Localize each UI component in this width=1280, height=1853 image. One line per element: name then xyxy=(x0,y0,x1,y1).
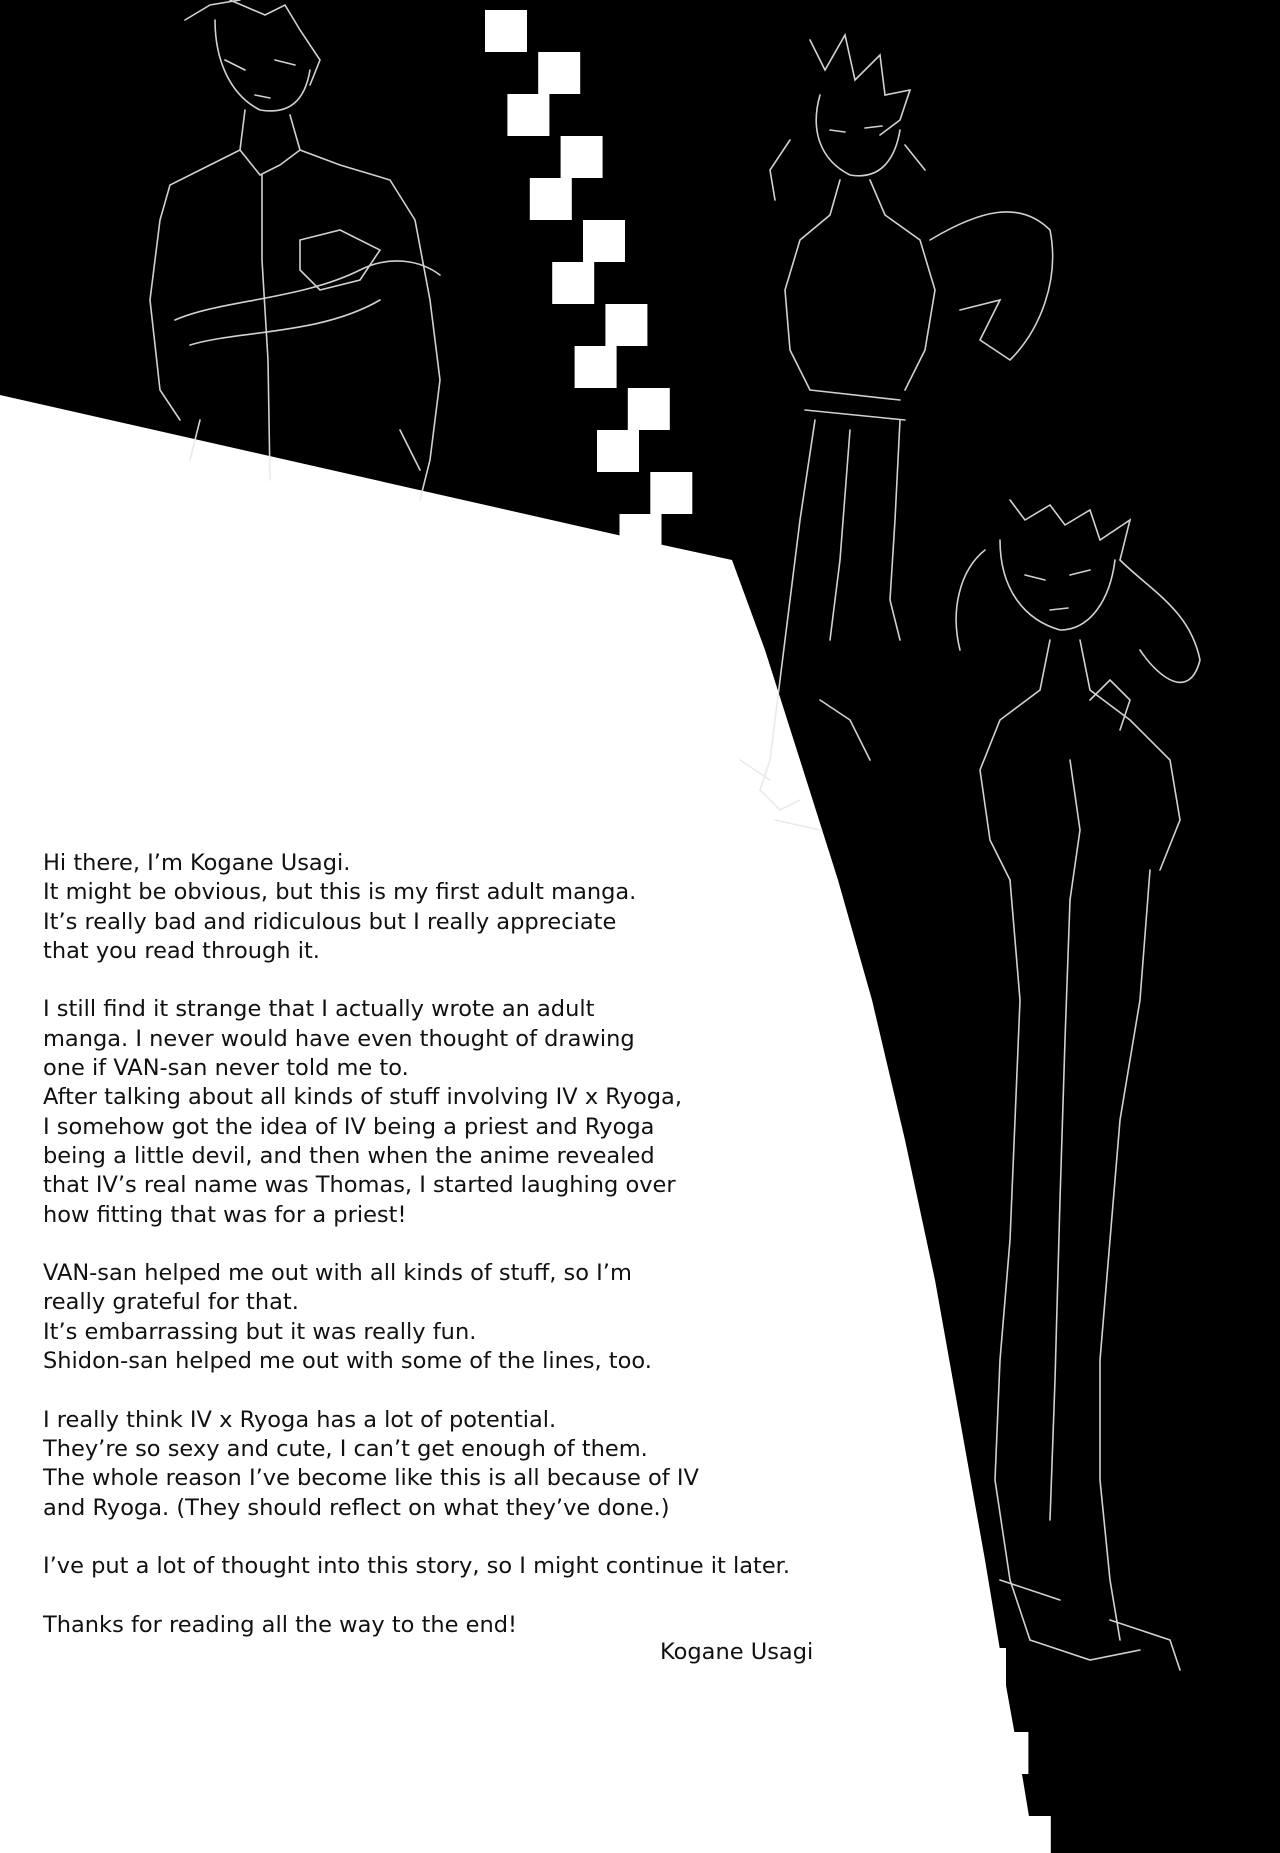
checker-square xyxy=(597,430,639,472)
checker-square xyxy=(942,1564,984,1606)
checker-square xyxy=(911,1606,953,1648)
afterword-paragraph-continuation: I’ve put a lot of thought into this story, so I might continue it later. xyxy=(43,1553,791,1580)
checker-square xyxy=(852,1228,894,1270)
checker-square xyxy=(507,94,549,136)
checker-square xyxy=(718,724,760,766)
afterword-paragraph-pairing: I really think IV x Ryoga has a lot of potential. They’re so sexy and cute, I can’t get enough of them. The whole reason I’ve become like this is all because of IV and Ryoga. (They should reflect on what they’ve done.) xyxy=(43,1406,699,1521)
checker-square xyxy=(605,304,647,346)
afterword-paragraph-greeting: Hi there, I’m Kogane Usagi. It might be obvious, but this is my first adult manga. It’s really bad and ridiculous but I really appreciate that you read through it. xyxy=(43,850,637,964)
checker-square xyxy=(1009,1816,1051,1853)
checker-square xyxy=(919,1480,961,1522)
checker-square xyxy=(874,1312,916,1354)
checker-square xyxy=(687,766,729,808)
afterword-paragraph-origin: I still find it strange that I actually wrote an adult manga. I never would have even thought of drawing one if VAN-san never told me to. After talking about all kinds of stuff involving IV x Ryoga, I somehow got the idea of IV being a priest and Ryoga being a little devil, and then when the anime revealed that IV’s real name was Thomas, I started laughing over how fitting that was for a priest! xyxy=(43,996,682,1228)
checker-square xyxy=(986,1732,1028,1774)
checker-square xyxy=(740,808,782,850)
checker-square xyxy=(866,1438,908,1480)
checker-square xyxy=(673,556,715,598)
checker-square xyxy=(664,682,706,724)
afterword-paragraph-closing: Thanks for reading all the way to the end! xyxy=(43,1611,518,1638)
checker-square xyxy=(538,52,580,94)
afterword-text xyxy=(43,849,853,1669)
checker-square xyxy=(485,10,527,52)
checker-square xyxy=(695,640,737,682)
checker-square xyxy=(628,388,670,430)
checker-square xyxy=(583,220,625,262)
checker-square xyxy=(933,1690,975,1732)
checker-square xyxy=(897,1396,939,1438)
afterword-paragraph-thanks-helpers: VAN-san helped me out with all kinds of stuff, so I’m really grateful for that. It’s embarrassing but it was really fun. Shidon-san helped me out with some of the lines, too. xyxy=(43,1260,652,1375)
author-signature: Kogane Usagi xyxy=(660,1639,814,1665)
checker-square xyxy=(575,346,617,388)
checker-square xyxy=(956,1774,998,1816)
checker-square xyxy=(642,598,684,640)
checker-square xyxy=(964,1648,1006,1690)
checker-square xyxy=(888,1522,930,1564)
checker-square xyxy=(552,262,594,304)
checker-square xyxy=(620,514,662,556)
checker-square xyxy=(561,136,603,178)
checker-square xyxy=(530,178,572,220)
checker-square xyxy=(650,472,692,514)
